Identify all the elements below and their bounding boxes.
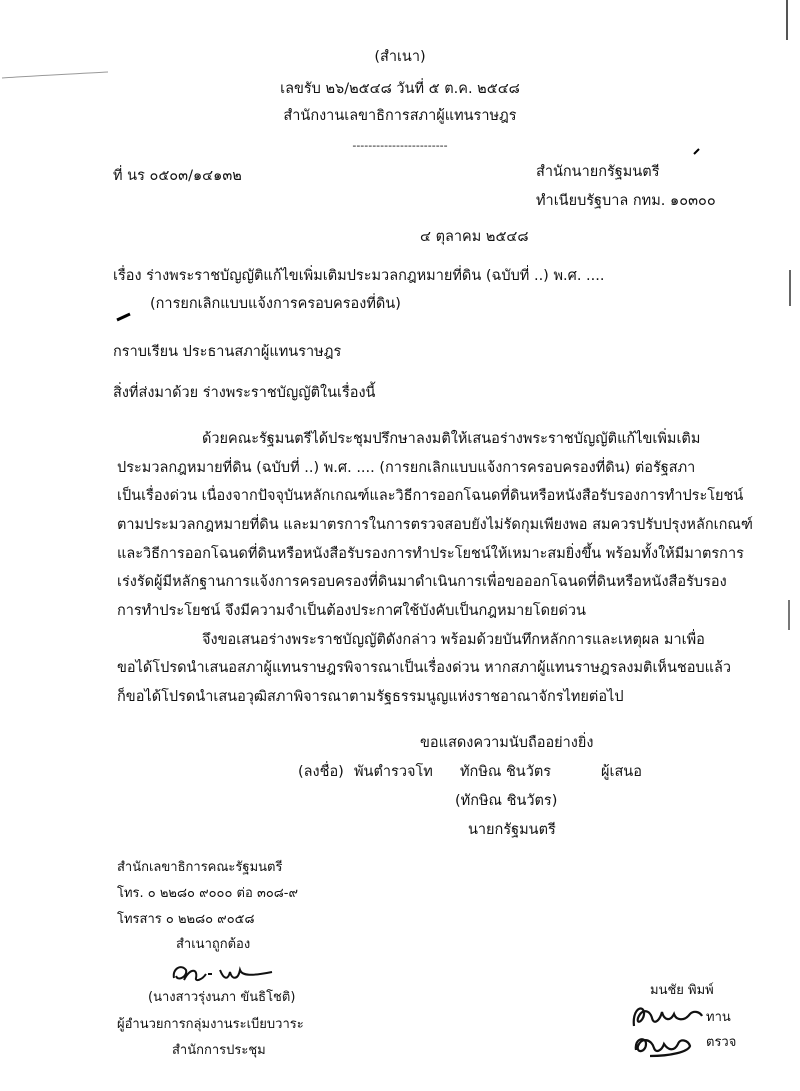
checked-note: ทาน <box>706 1010 731 1025</box>
proposer-label: ผู้เสนอ <box>601 764 642 780</box>
scan-edge-mark <box>789 270 791 306</box>
signed-label: (ลงชื่อ) <box>298 764 344 780</box>
sender-office: สำนักนายกรัฐมนตรี <box>536 164 660 180</box>
footer-fax: โทรสาร ๐ ๒๒๘๐ ๙๐๕๘ <box>117 912 255 927</box>
body-line: เร่งรัดผู้มีหลักฐานการแจ้งการครอบครองที่ดินมาดำเนินการเพื่อขอออกโฉนดที่ดินหรือหนังสือรับรอง <box>117 574 727 590</box>
ink-tick-mark <box>116 312 132 322</box>
signer-position: นายกรัฐมนตรี <box>468 822 556 838</box>
closing: ขอแสดงความนับถืออย่างยิ่ง <box>420 735 594 751</box>
receiving-office: สำนักงานเลขาธิการสภาผู้แทนราษฎร <box>283 108 517 124</box>
body-line: ก็ขอได้โปรดนำเสนอวุฒิสภาพิจารณาตามรัฐธรรมนูญแห่งราชอาณาจักรไทยต่อไป <box>117 689 624 705</box>
body-line: จึงขอเสนอร่างพระราชบัญญัติดังกล่าว พร้อมด้วยบันทึกหลักการและเหตุผล มาเพื่อ <box>202 632 705 648</box>
letter-date: ๔ ตุลาคม ๒๕๔๘ <box>420 229 529 245</box>
checker-initials-signature <box>628 1000 704 1034</box>
signer-name-parenthetical: (ทักษิณ ชินวัตร) <box>455 793 558 809</box>
body-line: ด้วยคณะรัฐมนตรีได้ประชุมปรึกษาลงมติให้เสนอร่างพระราชบัญญัติแก้ไขเพิ่มเติม <box>202 431 701 447</box>
subject-line: (การยกเลิกแบบแจ้งการครอบครองที่ดิน) <box>150 296 401 312</box>
reference-number: ที่ นร ๐๕๐๓/๑๔๑๓๒ <box>113 168 242 184</box>
enclosure: สิ่งที่ส่งมาด้วย ร่างพระราชบัญญัติในเรื่องนี้ <box>113 385 376 401</box>
certified-copy-label: สำเนาถูกต้อง <box>176 937 251 952</box>
header-divider: ------------------------ <box>352 139 448 152</box>
scan-edge-mark <box>786 0 788 40</box>
certifier-office: สำนักการประชุม <box>172 1043 266 1058</box>
handwritten-signature <box>168 958 278 990</box>
body-line: และวิธีการออกโฉนดที่ดินหรือหนังสือรับรองการทำประโยชน์ให้เหมาะสมยิ่งขึ้น พร้อมทั้งให้มีมาตรการ <box>117 546 744 562</box>
receipt-line: เลขรับ ๒๖/๒๕๔๘ วันที่ ๕ ต.ค. ๒๕๔๘ <box>280 81 520 97</box>
body-line: การทำประโยชน์ จึงมีความจำเป็นต้องประกาศใช้บังคับเป็นกฎหมายโดยด่วน <box>117 603 586 619</box>
typist-note: มนชัย พิมพ์ <box>650 983 714 998</box>
footer-phone: โทร. ๐ ๒๒๘๐ ๙๐๐๐ ต่อ ๓๐๘-๙ <box>117 886 299 901</box>
certifier-title: ผู้อำนวยการกลุ่มงานระเบียบวาระ <box>117 1017 304 1032</box>
subject-line: เรื่อง ร่างพระราชบัญญัติแก้ไขเพิ่มเติมประมวลกฎหมายที่ดิน (ฉบับที่ ..) พ.ศ. .... <box>113 268 605 284</box>
footer-office: สำนักเลขาธิการคณะรัฐมนตรี <box>117 860 283 875</box>
sender-address: ทำเนียบรัฐบาล กทม. ๑๐๓๐๐ <box>536 193 716 209</box>
certifier-name: (นางสาวรุ่งนภา ขันธิโชติ) <box>148 990 296 1005</box>
body-line: ประมวลกฎหมายที่ดิน (ฉบับที่ ..) พ.ศ. .... (การยกเลิกแบบแจ้งการครอบครองที่ดิน) ต่อรัฐสภา <box>117 460 696 476</box>
body-line: ขอได้โปรดนำเสนอสภาผู้แทนราษฎรพิจารณาเป็นเรื่องด่วน หากสภาผู้แทนราษฎรลงมติเห็นชอบแล้ว <box>117 660 731 676</box>
copy-mark: (สำเนา) <box>374 49 426 65</box>
verifier-initials-signature <box>630 1030 702 1060</box>
scan-edge-mark <box>788 600 790 630</box>
body-line: ตามประมวลกฎหมายที่ดิน และมาตรการในการตรวจสอบยังไม่รัดกุมเพียงพอ สมควรปรับปรุงหลักเกณฑ์ <box>117 517 753 533</box>
salutation: กราบเรียน ประธานสภาผู้แทนราษฎร <box>113 344 342 360</box>
verified-note: ตรวจ <box>706 1035 737 1050</box>
signer-rank: พันตำรวจโท <box>354 764 433 780</box>
body-line: เป็นเรื่องด่วน เนื่องจากปัจจุบันหลักเกณฑ์และวิธีการออกโฉนดที่ดินหรือหนังสือรับรองการทำประโยชน์ <box>117 488 744 504</box>
signer-name: ทักษิณ ชินวัตร <box>460 764 552 780</box>
